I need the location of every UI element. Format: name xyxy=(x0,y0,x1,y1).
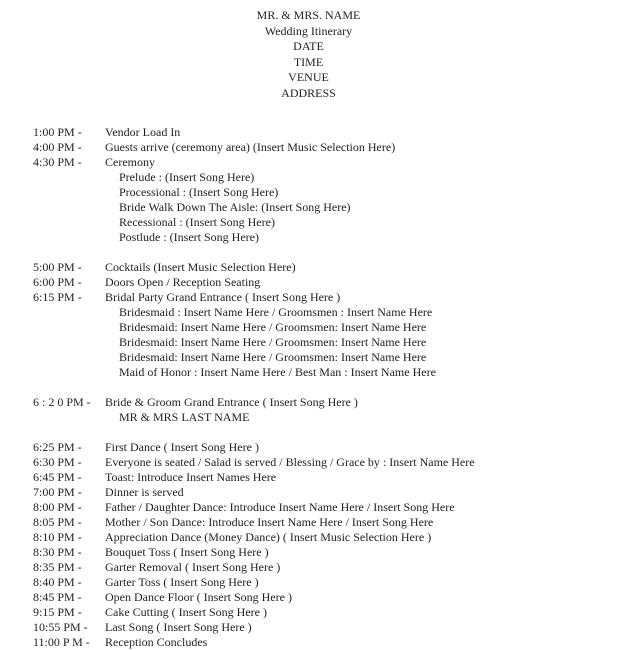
schedule-row xyxy=(33,290,607,305)
event-description: Doors Open / Reception Seating xyxy=(105,275,261,289)
schedule-row xyxy=(33,545,607,560)
schedule-row xyxy=(33,440,607,455)
event-subline: Recessional : (Insert Song Here) xyxy=(119,215,275,229)
event-description: Last Song ( Insert Song Here ) xyxy=(105,620,252,634)
event-time: 1:00 PM - xyxy=(33,125,82,139)
event-time: 8:40 PM - xyxy=(33,575,82,589)
schedule-row xyxy=(33,455,607,470)
event-description: Cake Cutting ( Insert Song Here ) xyxy=(105,605,267,619)
event-subline: Postlude : (Insert Song Here) xyxy=(119,230,259,244)
event-time: 6:45 PM - xyxy=(33,470,82,484)
event-description: Garter Toss ( Insert Song Here ) xyxy=(105,575,259,589)
header-detail-line: ADDRESS xyxy=(281,85,336,100)
event-time: 9:15 PM - xyxy=(33,605,82,619)
event-description: Guests arrive (ceremony area) (Insert Music Selection Here) xyxy=(105,140,396,154)
header-detail-line: VENUE xyxy=(288,70,329,84)
schedule-list xyxy=(0,125,617,650)
event-description: Vendor Load In xyxy=(105,125,181,139)
schedule-row xyxy=(33,635,607,650)
event-time: 6:30 PM - xyxy=(33,455,82,469)
event-time: 8:10 PM - xyxy=(33,530,82,544)
schedule-row xyxy=(33,605,607,620)
event-time: 7:00 PM - xyxy=(33,485,82,499)
schedule-row xyxy=(33,485,607,500)
event-subline: Bride Walk Down The Aisle: (Insert Song Here) xyxy=(119,200,351,214)
schedule-row xyxy=(33,260,607,275)
schedule-row xyxy=(33,140,607,155)
schedule-row xyxy=(33,500,607,515)
event-description: Reception Concludes xyxy=(105,635,208,649)
event-time: 6 : 2 0 PM - xyxy=(33,395,91,409)
schedule-row xyxy=(33,275,607,290)
event-subline: Bridesmaid: Insert Name Here / Groomsmen: Insert Name Here xyxy=(119,320,427,334)
schedule-row xyxy=(33,125,607,140)
event-time: 8:00 PM - xyxy=(33,500,82,514)
event-subline: Prelude : (Insert Song Here) xyxy=(119,170,255,184)
event-time: 8:45 PM - xyxy=(33,590,82,604)
event-description: Bouquet Toss ( Insert Song Here ) xyxy=(105,545,269,559)
schedule-row xyxy=(33,575,607,590)
schedule-row xyxy=(33,155,607,170)
event-subline: Bridesmaid: Insert Name Here / Groomsmen: Insert Name Here xyxy=(119,335,427,349)
event-subline: MR & MRS LAST NAME xyxy=(119,410,250,424)
event-description: Garter Removal ( Insert Song Here ) xyxy=(105,560,281,574)
event-description: Father / Daughter Dance: Introduce Insert Name Here / Insert Song Here xyxy=(105,500,455,514)
schedule-row xyxy=(33,560,607,575)
event-subline: Bridesmaid: Insert Name Here / Groomsmen: Insert Name Here xyxy=(119,350,427,364)
schedule-group xyxy=(33,395,607,425)
event-description: Ceremony xyxy=(105,155,155,169)
event-time: 10:55 PM - xyxy=(33,620,88,634)
schedule-group xyxy=(33,440,607,650)
document-title: Wedding Itinerary xyxy=(264,23,353,38)
event-time: 6:15 PM - xyxy=(33,290,82,304)
schedule-row xyxy=(33,590,607,605)
event-time: 6:00 PM - xyxy=(33,275,82,289)
event-description: Bridal Party Grand Entrance ( Insert Song Here ) xyxy=(105,290,341,304)
couple-name: MR. & MRS. NAME xyxy=(256,8,361,22)
schedule-group xyxy=(33,125,607,245)
event-description: Everyone is seated / Salad is served / Blessing / Grace by : Insert Name Here xyxy=(105,455,475,469)
header-detail-line: DATE xyxy=(293,39,324,53)
event-time: 6:25 PM - xyxy=(33,440,82,454)
schedule-row xyxy=(33,515,607,530)
event-subline: Maid of Honor : Insert Name Here / Best Man : Insert Name Here xyxy=(119,365,436,379)
header-detail-line: TIME xyxy=(293,54,324,69)
event-description: Toast: Introduce Insert Names Here xyxy=(105,470,277,484)
event-description: Appreciation Dance (Money Dance) ( Insert Music Selection Here ) xyxy=(105,530,432,544)
event-time: 8:05 PM - xyxy=(33,515,82,529)
event-details xyxy=(0,39,617,101)
schedule-row xyxy=(33,620,607,635)
event-time: 4:00 PM - xyxy=(33,140,82,154)
event-time: 8:35 PM - xyxy=(33,560,82,574)
schedule-row xyxy=(33,470,607,485)
event-description: Bride & Groom Grand Entrance ( Insert Song Here ) xyxy=(105,395,358,409)
event-description: Open Dance Floor ( Insert Song Here ) xyxy=(105,590,292,604)
event-description: Cocktails (Insert Music Selection Here) xyxy=(105,260,296,274)
schedule-row xyxy=(33,395,607,410)
event-subline: Bridesmaid : Insert Name Here / Groomsmen : Insert Name Here xyxy=(119,305,433,319)
schedule-row xyxy=(33,530,607,545)
document-header xyxy=(0,8,617,101)
event-time: 8:30 PM - xyxy=(33,545,82,559)
event-description: First Dance ( Insert Song Here ) xyxy=(105,440,259,454)
event-time: 11:00 P M - xyxy=(33,635,90,649)
event-time: 4:30 PM - xyxy=(33,155,82,169)
event-time: 5:00 PM - xyxy=(33,260,82,274)
event-description: Mother / Son Dance: Introduce Insert Name Here / Insert Song Here xyxy=(105,515,434,529)
schedule-group xyxy=(33,260,607,380)
event-description: Dinner is served xyxy=(105,485,184,499)
event-subline: Processional : (Insert Song Here) xyxy=(119,185,279,199)
